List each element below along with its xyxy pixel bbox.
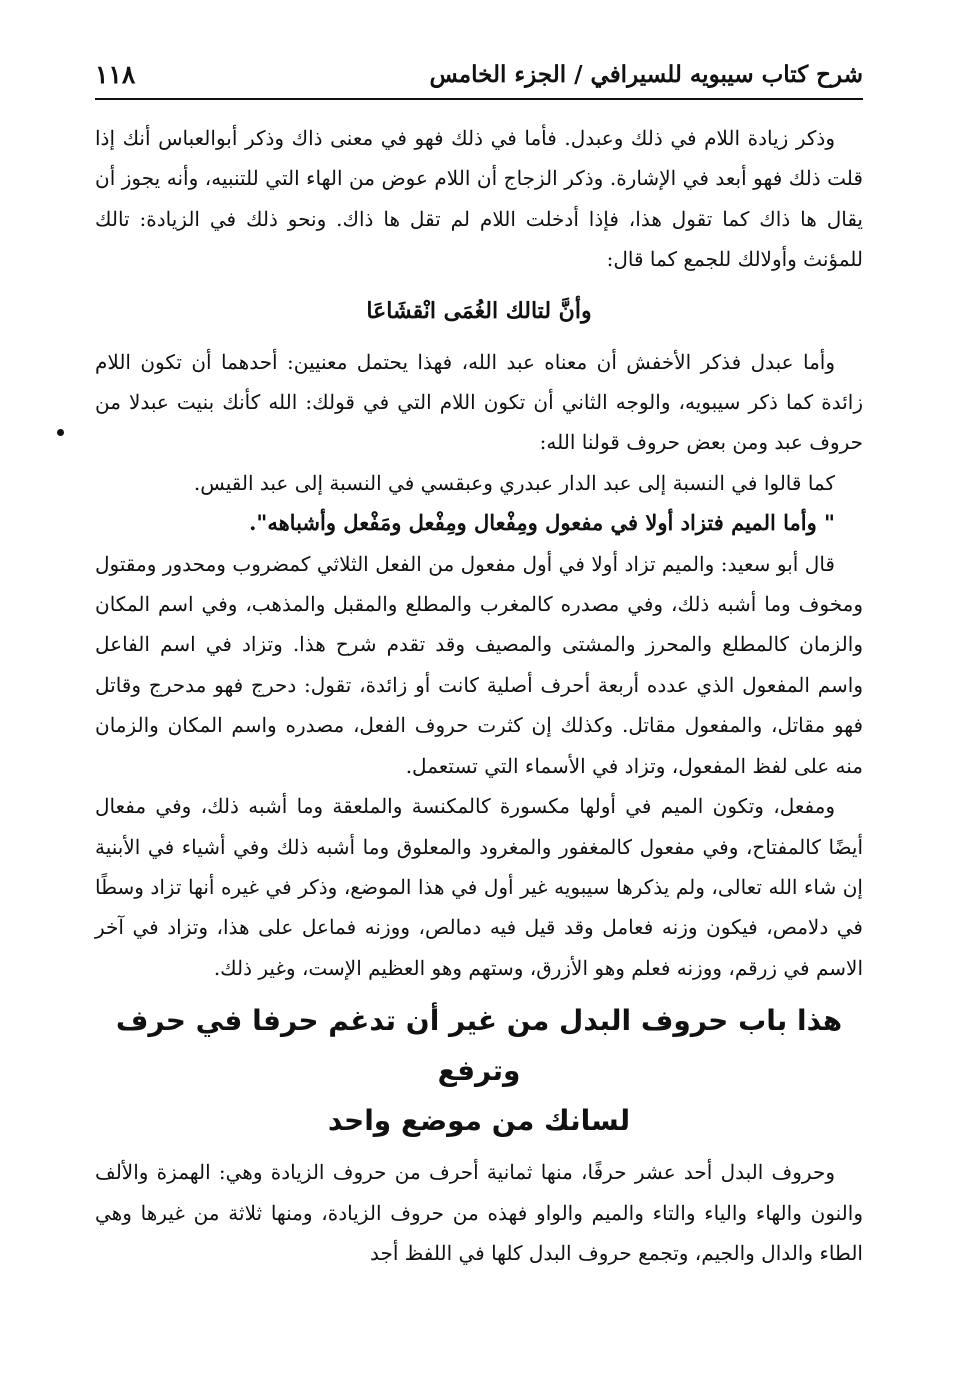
chapter-heading-line-2: لسانك من موضع واحد	[327, 1104, 631, 1138]
page-number: ١١٨	[95, 59, 136, 89]
paragraph-2: وأما عبدل فذكر الأخفش أن معناه عبد الله، فهذا يحتمل معنيين: أحدهما أن تكون اللام زائدة كما ذكر سيبويه، والوجه الثاني أن تكون اللام التي في قولك: الله كأنك بنيت عبدلا من حروف عبد ومن بعض حروف قولنا الله:	[95, 349, 863, 455]
page-body	[95, 118, 863, 1273]
chapter-heading-line-1: هذا باب حروف البدل من غير أن تدغم حرفا في حرف وترفع	[115, 1004, 843, 1088]
paragraph-6: وحروف البدل أحد عشر حرفًا، منها ثمانية أحرف من حروف الزيادة وهي: الهمزة والألف والنون والهاء والياء والتاء والميم والواو فهذه من حروف الزيادة، ومنها ثلاثة من غيرها وهي الطاء والدال والجيم، وتجمع حروف البدل كلها في اللفظ أجد	[95, 1160, 863, 1265]
paragraph-4: قال أبو سعيد: والميم تزاد أولا في أول مفعول من الفعل الثلاثي كمضروب ومحدور ومقتول ومخوف وما أشبه ذلك، وفي مصدره كالمغرب والمطلع والمقبل والمذهب، وفي اسم المكان والزمان كالمطلع والمحرز والمشتى والمصيف وقد تقدم شرح هذا. وتزاد في اسم الفاعل واسم المفعول الذي عدده أربعة أحرف أصلية كانت أو زائدة، تقول: دحرج فهو مدحرج وقاتل فهو مقاتل، والمفعول مقاتل. وكذلك إن كثرت حروف الفعل، مصدره واسم المكان والزمان منه على لفظ المفعول، وتزاد في الأسماء التي تستعمل.	[95, 551, 863, 778]
quoted-text: " وأما الميم فتزاد أولا في مفعول ومِفْعال ومِفْعل ومَفْعل وأشباهه".	[249, 510, 835, 536]
paragraph-5: ومفعل، وتكون الميم في أولها مكسورة كالمكنسة والملعقة وما أشبه ذلك، وفي مفعال أيضًا كالمفتاح، وفي مفعول كالمغفور والمغرود والمعلوق وما أشبه ذلك وفي أشياء في الأبنية إن شاء الله تعالى، ولم يذكرها سيبويه غير أول في هذا الموضع، وذكر في غيره أنها تزاد وسطًا في دلامص، فيكون وزنه فعامل وقد قيل فيه دمالص، ووزنه فماعل على هذا، وتزاد في آخر الاسم في زرقم، ووزنه فعلم وهو الأزرق، وستهم وهو العظيم الإست، وغير ذلك.	[95, 794, 863, 980]
running-header	[95, 50, 863, 100]
chapter-heading	[95, 996, 863, 1146]
book-page	[95, 0, 863, 1380]
poetry-verse: وأنَّ لتالك الغُمَى انْقشَاعَا	[366, 297, 592, 324]
header-title: شرح كتاب سيبويه للسيرافي / الجزء الخامس	[429, 60, 863, 88]
paragraph-1: وذكر زيادة اللام في ذلك وعبدل. فأما في ذلك فهو في معنى ذاك وذكر أبوالعباس أنك إذا قلت ذلك فهو أبعد في الإشارة. وذكر الزجاج أن اللام عوض من الهاء التي للتنبيه، وأنه يجوز أن يقال ها ذاك كما تقول هذا، فإذا أدخلت اللام لم تقل ها ذاك. ونحو ذلك في الزيادة: تالك للمؤنث وأولالك للجمع كما قال:	[95, 126, 864, 272]
margin-dot	[57, 429, 64, 436]
paragraph-3: كما قالوا في النسبة إلى عبد الدار عبدري وعبقسي في النسبة إلى عبد القيس.	[193, 470, 835, 495]
